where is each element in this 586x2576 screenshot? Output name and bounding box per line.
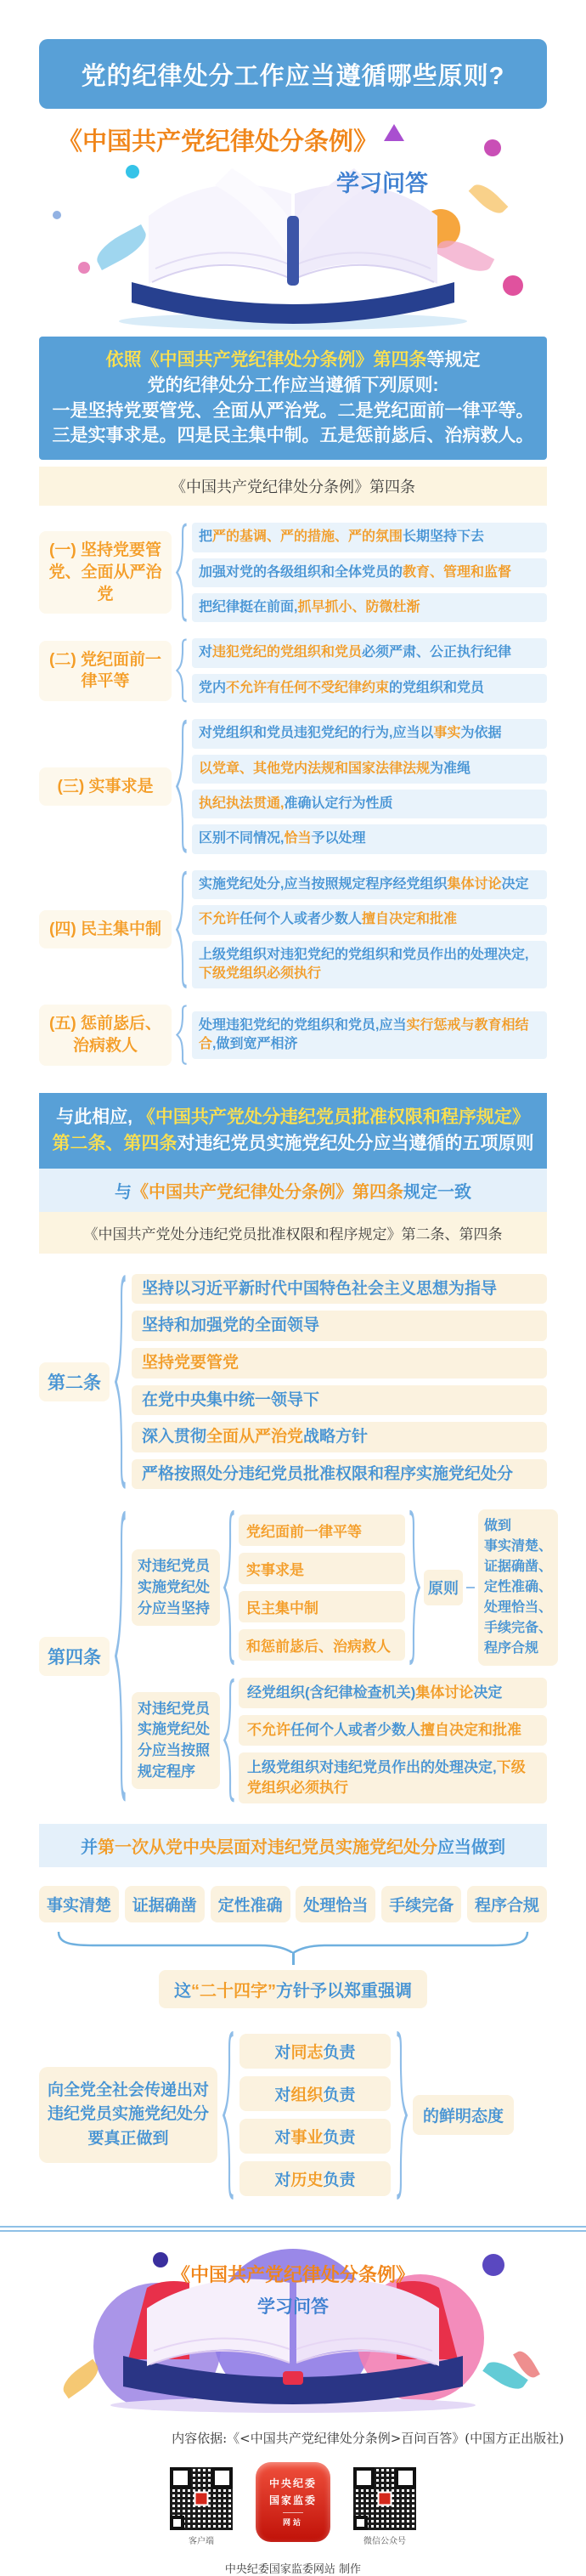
brace-icon [176,719,188,854]
article-2-block [39,1274,547,1490]
connector-line [466,1587,475,1588]
brace-icon [176,523,188,622]
qr-center-logo [194,2491,209,2505]
section2-banner-line2: 第二条、第四条对违纪党员实施党纪处分应当遵循的五项原则 [52,1134,534,1154]
qr-code-wechat [353,2467,416,2530]
source-strip-2: 《中国共产党处分违纪党员批准权限和程序规定》第二条、第四条 [39,1212,547,1254]
article4-block-a [132,1509,553,1666]
regulation-subtitle: 学习问答 [336,171,428,196]
principle-label: (五) 惩前毖后、治病救人 [39,1005,172,1065]
article-4-label: 第四条 [39,1637,110,1676]
intro-line3: 一是坚持党要管党、全面从严治党。二是党纪面前一律平等。 [52,400,534,421]
principle-group-3 [39,719,547,854]
brace-icon [115,1274,127,1490]
footer-book-title: 《中国共产党纪律处分条例》 [171,2263,414,2285]
principle-label: (二) 党纪面前一律平等 [39,641,172,701]
responsibility-pill: 对组织负责 [239,2076,391,2111]
brace-icon [223,1678,235,1803]
pill: 处理恰当 [296,1886,375,1922]
content-source: 内容依据:《<中国共产党纪律处分条例>百问百答》(中国方正出版社) [172,2430,564,2446]
responsibility-pill: 对事业负责 [239,2119,391,2154]
twenty-four-char-pills [39,1886,547,1922]
brace-icon [115,1509,127,1803]
procedure-item: 经党组织(含纪律检查机关)集体讨论决定 [239,1678,547,1708]
pill: 手续完备 [381,1886,461,1922]
principle-item: 以党章、其他党内法规和国家法律法规为准绳 [192,755,547,784]
section2-banner-line1: 与此相应, 《中国共产党处分违纪党员批准权限和程序规定》 [56,1107,530,1127]
decor-dot [53,211,61,219]
qr-caption-right: 微信公众号 [363,2536,406,2546]
principle-group-2 [39,638,547,703]
ccdi-badge: 中央纪委 国家监委 网站 [256,2462,330,2542]
responsibility-pill: 对同志负责 [239,2034,391,2069]
article-item: 严格按照处分违纪党员批准权限和程序实施党纪处分 [132,1459,547,1490]
principle-item: 对违犯党纪的党组织和党员必须严肃、公正执行纪律 [192,638,547,667]
decor-dot [78,262,90,274]
qr-code-app [170,2467,233,2530]
brace-icon [176,1005,188,1065]
page-title: 党的纪律处分工作应当遵循哪些原则? [81,62,505,90]
block-b-lead: 对违纪党员实施党纪处分应当按照规定程序 [132,1692,220,1790]
principle-item: 把严的基调、严的措施、严的氛围长期坚持下去 [192,523,547,552]
header-illustration [0,109,586,335]
uphold-item: 党纪面前一律平等 [239,1514,405,1546]
procedure-item: 不允许任何个人或者少数人擅自决定和批准 [239,1715,547,1746]
first-time-strip: 并第一次从党中央层面对违纪党员实施党纪处分应当做到 [39,1824,547,1867]
intro-box [39,337,547,460]
decor-triangle [384,124,404,141]
qr-center-logo [378,2491,392,2505]
brace-icon [223,2030,234,2200]
footer-book-subtitle: 学习问答 [257,2296,329,2317]
principle-item: 加强对党的各级组织和全体党员的教育、管理和监督 [192,558,547,587]
regulation-title: 《中国共产党纪律处分条例》 [58,128,379,156]
article-4-block [39,1509,553,1803]
consistency-strip: 与《中国共产党纪律处分条例》第四条规定一致 [39,1169,547,1212]
article-item: 深入贯彻全面从严治党战略方针 [132,1422,547,1452]
principle-label: (三) 实事求是 [39,767,172,807]
principle-group-5 [39,1005,547,1065]
intro-line2: 党的纪律处分工作应当遵循下列原则: [147,375,439,395]
emphasis-box: 这“二十四字”方针予以郑重强调 [159,1970,427,2008]
conclusion-lead: 向全党全社会传递出对违纪党员实施党纪处分要真正做到 [39,2067,217,2164]
connector-stem [292,1953,295,1965]
pill: 定性准确 [211,1886,290,1922]
principle-tag: 原则 [424,1570,463,1605]
section-divider [0,2226,586,2232]
principle-item: 对党组织和党员违犯党纪的行为,应当以事实为依据 [192,719,547,748]
brace-icon [223,1509,235,1666]
brace-icon [176,638,188,703]
qr-caption-left: 客户端 [189,2536,214,2546]
principle-label: (一) 坚持党要管党、全面从严治党 [39,531,172,614]
source-strip: 《中国共产党纪律处分条例》第四条 [39,467,547,506]
article-item: 坚持和加强党的全面领导 [132,1311,547,1341]
main-title-banner [39,39,547,109]
qr-section [0,2467,586,2546]
conclusion-tail: 的鲜明态度 [413,2095,514,2135]
brace-icon [396,2030,408,2200]
principle-item: 把纪律挺在前面,抓早抓小、防微杜渐 [192,593,547,622]
principle-group-1 [39,523,547,622]
principle-item: 实施党纪处分,应当按照规定程序经党组织集体讨论决定 [192,870,547,899]
brace-icon [176,870,188,989]
article-item: 在党中央集中统一领导下 [132,1385,547,1416]
result-box: 做到 事实清楚、 证据确凿、 定性准确、 处理恰当、 手续完备、 程序合规 [478,1509,558,1666]
principles-section [39,523,547,1065]
decor-plant [58,2358,104,2398]
credit-line: 中央纪委国家监委网站 制作 [224,2562,362,2576]
footer-illustration [0,2232,586,2422]
decor-dot [484,139,501,156]
principle-item: 执纪执法贯通,准确认定行为性质 [192,790,547,818]
intro-line4: 三是实事求是。四是民主集中制。五是惩前毖后、治病救人。 [52,426,534,446]
principle-label: (四) 民主集中制 [39,910,172,949]
article-item: 坚持党要管党 [132,1348,547,1379]
article-2-label: 第二条 [39,1362,110,1401]
principle-item: 党内不允许有任何不受纪律约束的党组织和党员 [192,674,547,703]
pill: 程序合规 [467,1886,547,1922]
uphold-item: 和惩前毖后、治病救人 [239,1629,405,1661]
uphold-item: 民主集中制 [239,1591,405,1622]
article4-block-b [132,1678,547,1803]
brace-icon [409,1509,420,1666]
principle-item: 上级党组织对违犯党纪的党组织和党员作出的处理决定,下级党组织必须执行 [192,941,547,989]
section2-banner [39,1093,547,1169]
conclusion-diagram [39,2030,547,2200]
principle-group-4 [39,870,547,989]
block-a-lead: 对违纪党员实施党纪处分应当坚持 [132,1549,220,1626]
responsibility-pill: 对历史负责 [239,2161,391,2196]
pill: 证据确凿 [125,1886,205,1922]
underbrace-icon [55,1929,531,1953]
decor-dot [503,275,523,296]
article-item: 坚持以习近平新时代中国特色社会主义思想为指导 [132,1274,547,1305]
uphold-item: 实事求是 [239,1553,405,1584]
principle-item: 不允许任何个人或者少数人擅自决定和批准 [192,905,547,934]
procedure-item: 上级党组织对违纪党员作出的处理决定,下级党组织必须执行 [239,1752,547,1803]
intro-line1: 依照《中国共产党纪律处分条例》第四条等规定 [105,350,481,370]
pill: 事实清楚 [39,1886,119,1922]
principle-item: 处理违犯党纪的党组织和党员,应当实行惩戒与教育相结合,做到宽严相济 [192,1011,547,1060]
principle-item: 区别不同情况,恰当予以处理 [192,824,547,853]
